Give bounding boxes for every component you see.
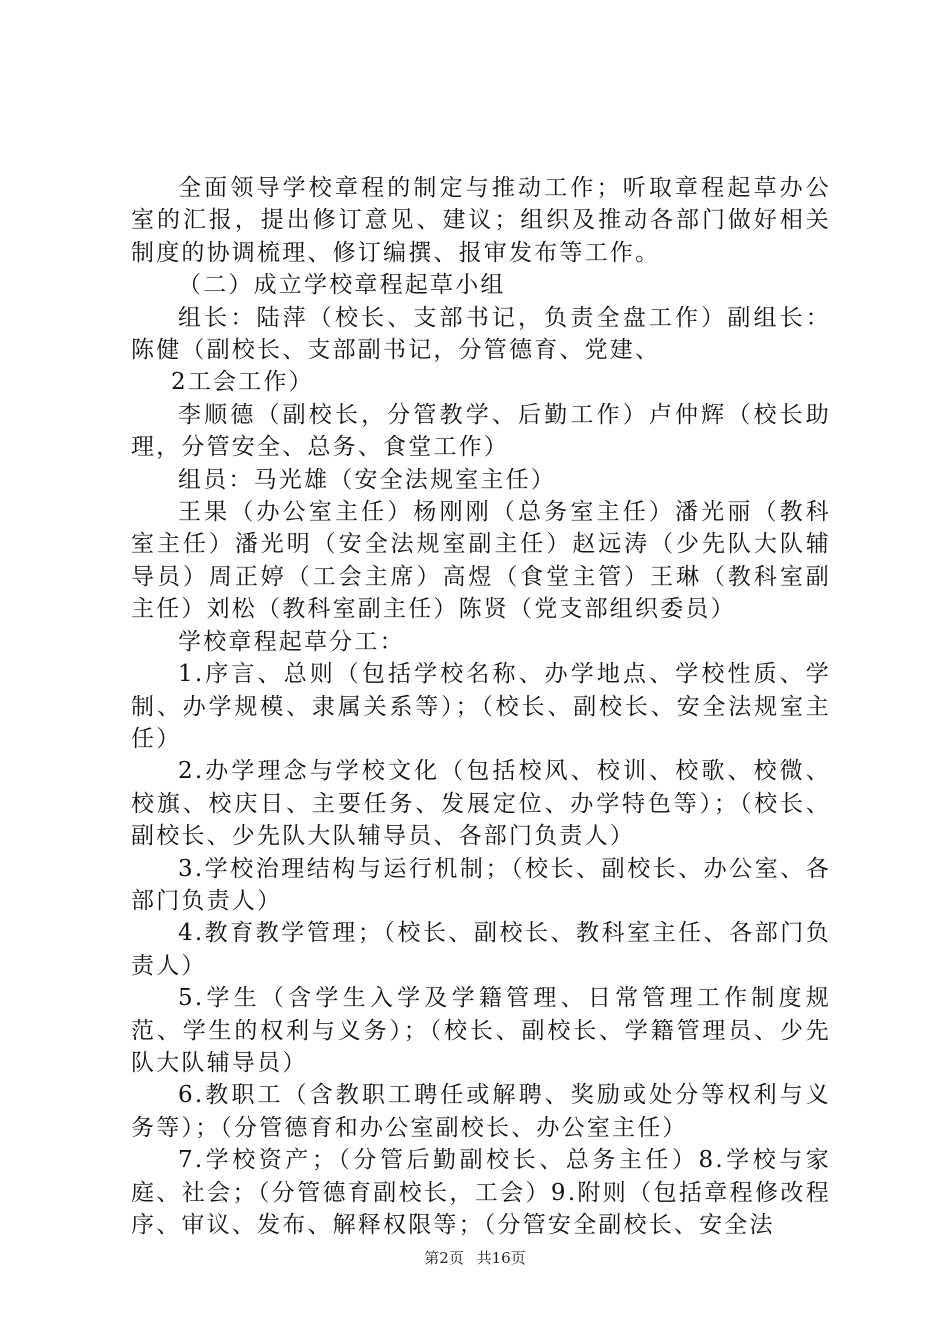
paragraph-union-work: 2工会工作）: [171, 369, 314, 396]
list-item-governance: 3.学校治理结构与运行机制；（校长、副校长、办公室、各部门负责人）: [131, 855, 831, 914]
list-item-teaching-management: 4.教育教学管理；（校长、副校长、教科室主任、各部门负责人）: [131, 920, 831, 979]
list-item-students: 5.学生（含学生入学及学籍管理、日常管理工作制度规范、学生的权利与义务）；（校长、副校长、学籍管理员、少先队大队辅导员）: [131, 985, 831, 1076]
page-footer: [0, 1247, 950, 1268]
paragraph-members-list: 王果（办公室主任）杨刚刚（总务室主任）潘光丽（教科室主任）潘光明（安全法规室副主任）赵远涛（少先队大队辅导员）周正婷（工会主席）高煜（食堂主管）王琳（教科室副主任）刘松（教科室副主任）陈贤（党支部组织委员）: [131, 499, 831, 623]
page-total: 共16页: [476, 1249, 526, 1267]
section-heading-drafting-group: （二）成立学校章程起草小组: [178, 272, 506, 299]
paragraph-leadership-duties: 全面领导学校章程的制定与推动工作；听取章程起草办公室的汇报，提出修订意见、建议；组织及推动各部门做好相关制度的协调梳理、修订编撰、报审发布等工作。: [131, 175, 831, 266]
list-item-assets-society-appendix: 7.学校资产；（分管后勤副校长、总务主任）8.学校与家庭、社会；（分管德育副校长，工会）9.附则（包括章程修改程序、审议、发布、解释权限等；（分管安全副校长、安全法: [131, 1147, 831, 1238]
list-item-preface: 1.序言、总则（包括学校名称、办学地点、学校性质、学制、办学规模、隶属关系等）；（校长、副校长、安全法规室主任）: [131, 661, 831, 752]
paragraph-division-heading: 学校章程起草分工：: [178, 628, 405, 655]
page-number: 第2页: [424, 1249, 464, 1267]
paragraph-group-leader: 组长：陆萍（校长、支部书记，负责全盘工作）副组长：陈健（副校长、支部副书记，分管德育、党建、: [131, 304, 831, 364]
paragraph-deputy-members: 李顺德（副校长，分管教学、后勤工作）卢仲辉（校长助理，分管安全、总务、食堂工作）: [131, 401, 831, 461]
document-body: [131, 172, 831, 1241]
paragraph-members-heading: 组员：马光雄（安全法规室主任）: [178, 466, 556, 493]
list-item-philosophy-culture: 2.办学理念与学校文化（包括校风、校训、校歌、校微、校旗、校庆日、主要任务、发展定位、办学特色等）；（校长、副校长、少先队大队辅导员、各部门负责人）: [131, 758, 831, 850]
list-item-staff: 6.教职工（含教职工聘任或解聘、奖励或处分等权利与义务等）；（分管德育和办公室副校长、办公室主任）: [131, 1082, 831, 1141]
